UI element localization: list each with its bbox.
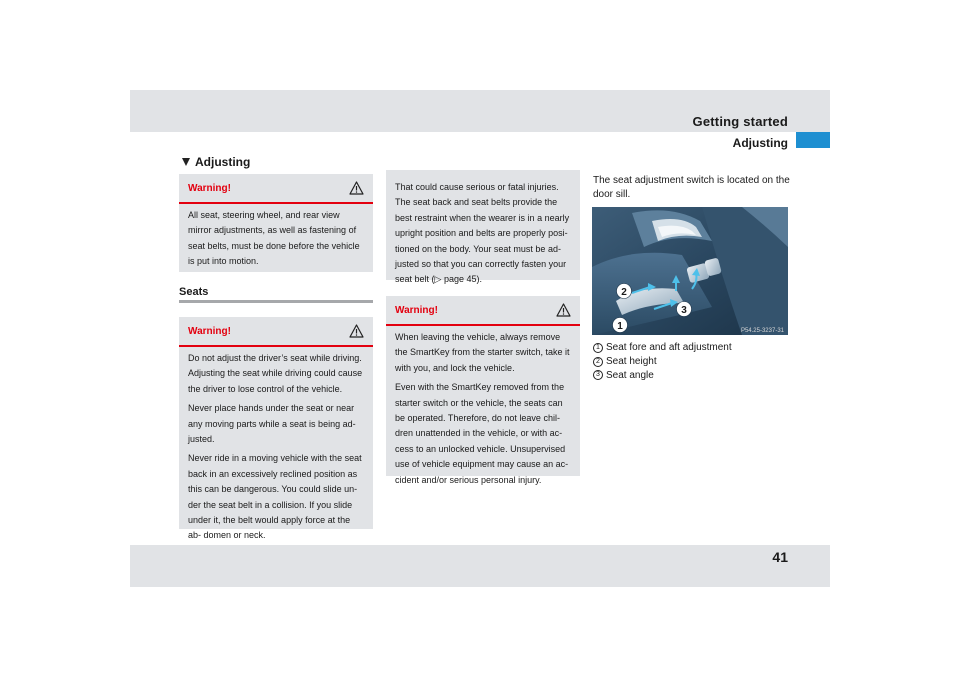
warning-paragraph: When leaving the vehicle, always remove the SmartKey from the starter switch, take it with you, and lock the vehicle. (395, 332, 570, 373)
warning-triangle-icon (556, 303, 571, 317)
header-accent-tab (796, 132, 830, 148)
warning-paragraph: Never ride in a moving vehicle with the seat back in an excessively reclined position as this can be dangerous. You could slide un- der the seat belt in a collision. If you slide under it, the belt would apply force at the ab- domen or neck. (188, 453, 362, 541)
seat-switch-photo (592, 207, 788, 335)
intro-text: The seat adjustment switch is located on the door sill. (593, 175, 790, 200)
legend-item (593, 369, 732, 383)
warning-continuation-box (386, 170, 580, 285)
legend-item (593, 355, 732, 369)
continuation-text: That could cause serious or fatal injuries. The seat back and seat belts provide the best restraint when the wearer is in a nearly upright position and belts are properly posi- tioned on the body. Your seat must be ad- justed so that you can correctly fasten your seat belt (▷ page 45). (395, 182, 570, 285)
legend-item (593, 341, 732, 355)
warning-box-do-not-adjust-while-driving (179, 317, 373, 541)
warning-paragraph: Never place hands under the seat or near any moving parts while a seat is being ad- justed. (188, 403, 356, 445)
warning-title: Warning! (188, 182, 231, 194)
legend-number-badge: 1 (593, 343, 603, 353)
seat-switch-illustration (592, 207, 788, 335)
warning-title: Warning! (395, 304, 438, 316)
callout-legend (593, 341, 732, 382)
section-heading (182, 155, 250, 169)
callout-2: 2 (621, 287, 627, 298)
legend-number-badge: 3 (593, 370, 603, 380)
warning-box-remove-smartkey (386, 296, 580, 485)
warning-body (179, 204, 373, 270)
warning-paragraph: Do not adjust the driver’s seat while driving. Adjusting the seat while driving could cause the driver to lose control of the vehicle. (188, 353, 363, 394)
header-subsection-title: Adjusting (732, 136, 788, 150)
photo-code: P54.25-3237-31 (740, 328, 784, 334)
warning-paragraph: Even with the SmartKey removed from the starter switch or the vehicle, the seats can be operated. Therefore, do not leave chil- dren unattended in the vehicle, or with ac- cess to an unlocked vehicle. Unsupervised use of vehicle equipment may cause an ac- cident and/or serious personal injury. (395, 382, 569, 485)
warning-header (179, 317, 373, 347)
warning-triangle-icon (349, 181, 364, 195)
callout-1: 1 (617, 321, 623, 332)
warning-paragraph: All seat, steering wheel, and rear view mirror adjustments, as well as fastening of seat belts, must be done before the vehicle is put into motion. (188, 210, 360, 267)
page-number: 41 (772, 549, 788, 565)
warning-box-seat-adjustment-before-driving (179, 174, 373, 272)
header-section-title: Getting started (692, 114, 788, 129)
legend-label: Seat height (606, 355, 657, 367)
legend-number-badge: 2 (593, 357, 603, 367)
warning-body (179, 347, 373, 544)
triangle-bullet-icon (182, 158, 190, 166)
callout-3: 3 (681, 305, 687, 316)
legend-label: Seat fore and aft adjustment (606, 342, 732, 353)
section-heading-text: Adjusting (195, 155, 251, 169)
warning-body (386, 326, 580, 488)
seats-heading: Seats (179, 286, 373, 303)
legend-label: Seat angle (606, 369, 654, 381)
warning-header (386, 296, 580, 326)
warning-header (179, 174, 373, 204)
warning-title: Warning! (188, 325, 231, 337)
footer-band (130, 545, 830, 587)
warning-triangle-icon (349, 324, 364, 338)
